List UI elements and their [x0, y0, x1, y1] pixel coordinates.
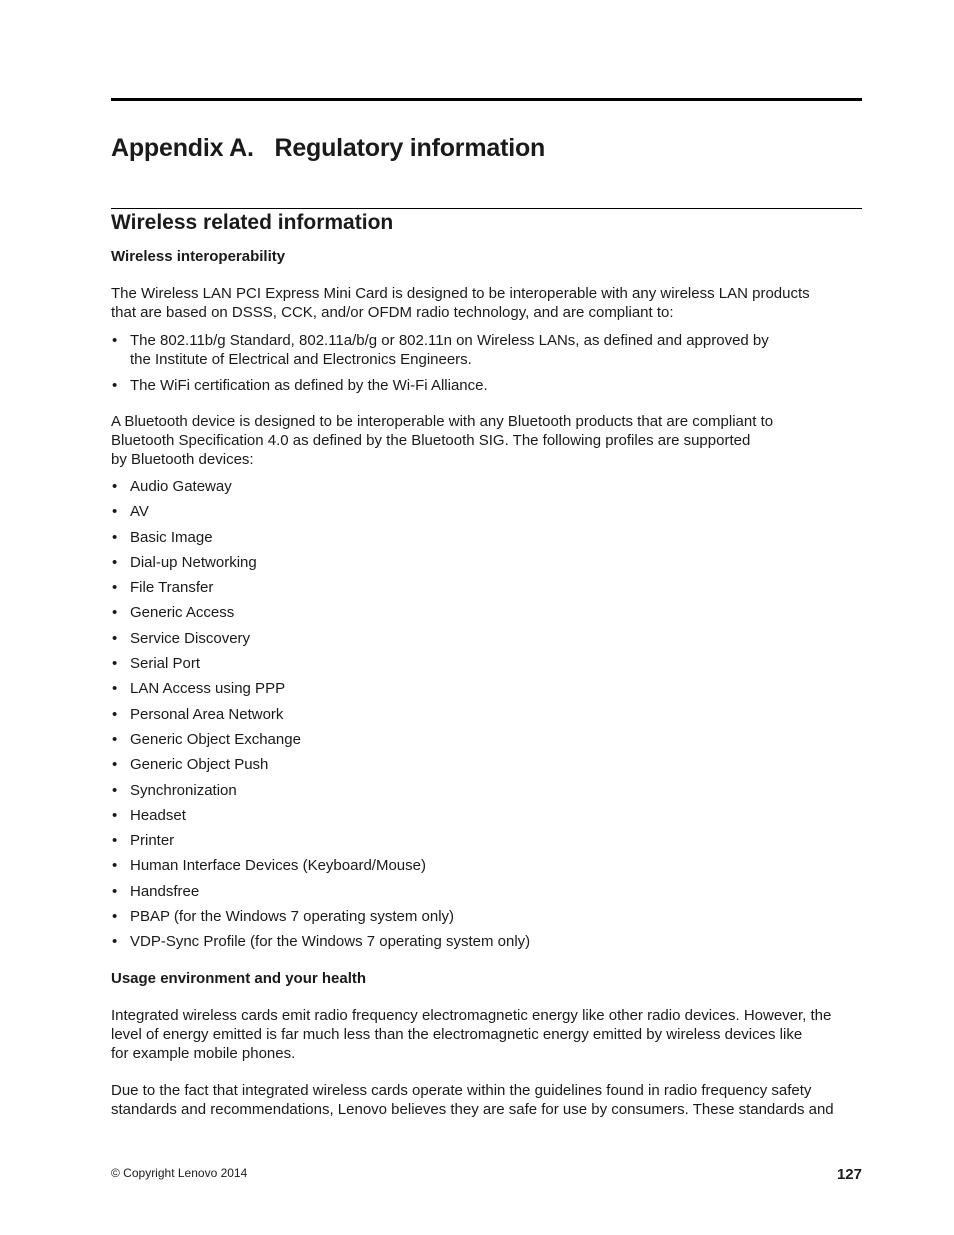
profile-item: • Generic Object Exchange: [111, 730, 862, 755]
text-line: Integrated wireless cards emit radio frequency electromagnetic energy like other radio devices. However, the: [111, 1007, 832, 1024]
profile-item: • AV: [111, 502, 862, 527]
top-rule: [111, 98, 862, 101]
interoperability-intro-paragraph: [111, 284, 862, 322]
profile-item: • VDP-Sync Profile (for the Windows 7 operating system only): [111, 932, 862, 957]
profile-item: • Handsfree: [111, 882, 862, 907]
profile-item: • Generic Object Push: [111, 755, 862, 780]
profile-item: • Basic Image: [111, 528, 862, 553]
standard-item: [111, 331, 862, 369]
text-line: that are based on DSSS, CCK, and/or OFDM radio technology, and are compliant to:: [111, 304, 674, 321]
profile-item: • LAN Access using PPP: [111, 679, 862, 704]
profile-item: • Personal Area Network: [111, 705, 862, 730]
profile-item: • PBAP (for the Windows 7 operating system only): [111, 907, 862, 932]
section-title: Wireless related information: [111, 211, 394, 234]
text-line: by Bluetooth devices:: [111, 451, 254, 468]
chapter-number: Appendix A.: [111, 134, 254, 162]
page-number: 127: [836, 1166, 862, 1183]
standard-item: [111, 376, 862, 395]
profile-item: • Serial Port: [111, 654, 862, 679]
wireless-interoperability-heading: Wireless interoperability: [111, 248, 286, 265]
profile-item: • Service Discovery: [111, 629, 862, 654]
profile-item: • Headset: [111, 806, 862, 831]
standard-item-line: • The 802.11b/g Standard, 802.11a/b/g or 802.11n on Wireless LANs, as defined and approved by: [130, 332, 769, 349]
text-line: level of energy emitted is far much less than the electromagnetic energy emitted by wireless devices like: [111, 1026, 803, 1043]
chapter-name: Regulatory information: [274, 134, 546, 162]
text-line: standards and recommendations, Lenovo believes they are safe for use by consumers. These standards and: [111, 1101, 834, 1118]
standards-list: [111, 331, 862, 402]
profile-item: • Synchronization: [111, 781, 862, 806]
copyright-notice: © Copyright Lenovo 2014: [111, 1166, 248, 1180]
text-line: The Wireless LAN PCI Express Mini Card is designed to be interoperable with any wireless LAN products: [111, 285, 810, 302]
section-rule: [111, 208, 862, 209]
profile-item: • Human Interface Devices (Keyboard/Mouse): [111, 856, 862, 881]
bluetooth-paragraph: [111, 412, 862, 469]
usage-paragraph-2: [111, 1081, 862, 1119]
usage-environment-heading: Usage environment and your health: [111, 970, 367, 987]
profile-item: • Printer: [111, 831, 862, 856]
standard-item-line: • The WiFi certification as defined by the Wi-Fi Alliance.: [130, 377, 488, 394]
profile-item: • Audio Gateway: [111, 477, 862, 502]
chapter-title: [111, 134, 545, 163]
text-line: A Bluetooth device is designed to be interoperable with any Bluetooth products that are compliant to: [111, 413, 774, 430]
bluetooth-profiles-list: [111, 477, 862, 958]
usage-paragraph-1: [111, 1006, 862, 1063]
profile-item: • Dial-up Networking: [111, 553, 862, 578]
profile-item: • Generic Access: [111, 603, 862, 628]
standard-item-line: the Institute of Electrical and Electronics Engineers.: [130, 351, 472, 368]
profile-item: • File Transfer: [111, 578, 862, 603]
text-line: for example mobile phones.: [111, 1045, 296, 1062]
text-line: Bluetooth Specification 4.0 as defined by the Bluetooth SIG. The following profiles are supported: [111, 432, 751, 449]
text-line: Due to the fact that integrated wireless cards operate within the guidelines found in radio frequency safety: [111, 1082, 812, 1099]
